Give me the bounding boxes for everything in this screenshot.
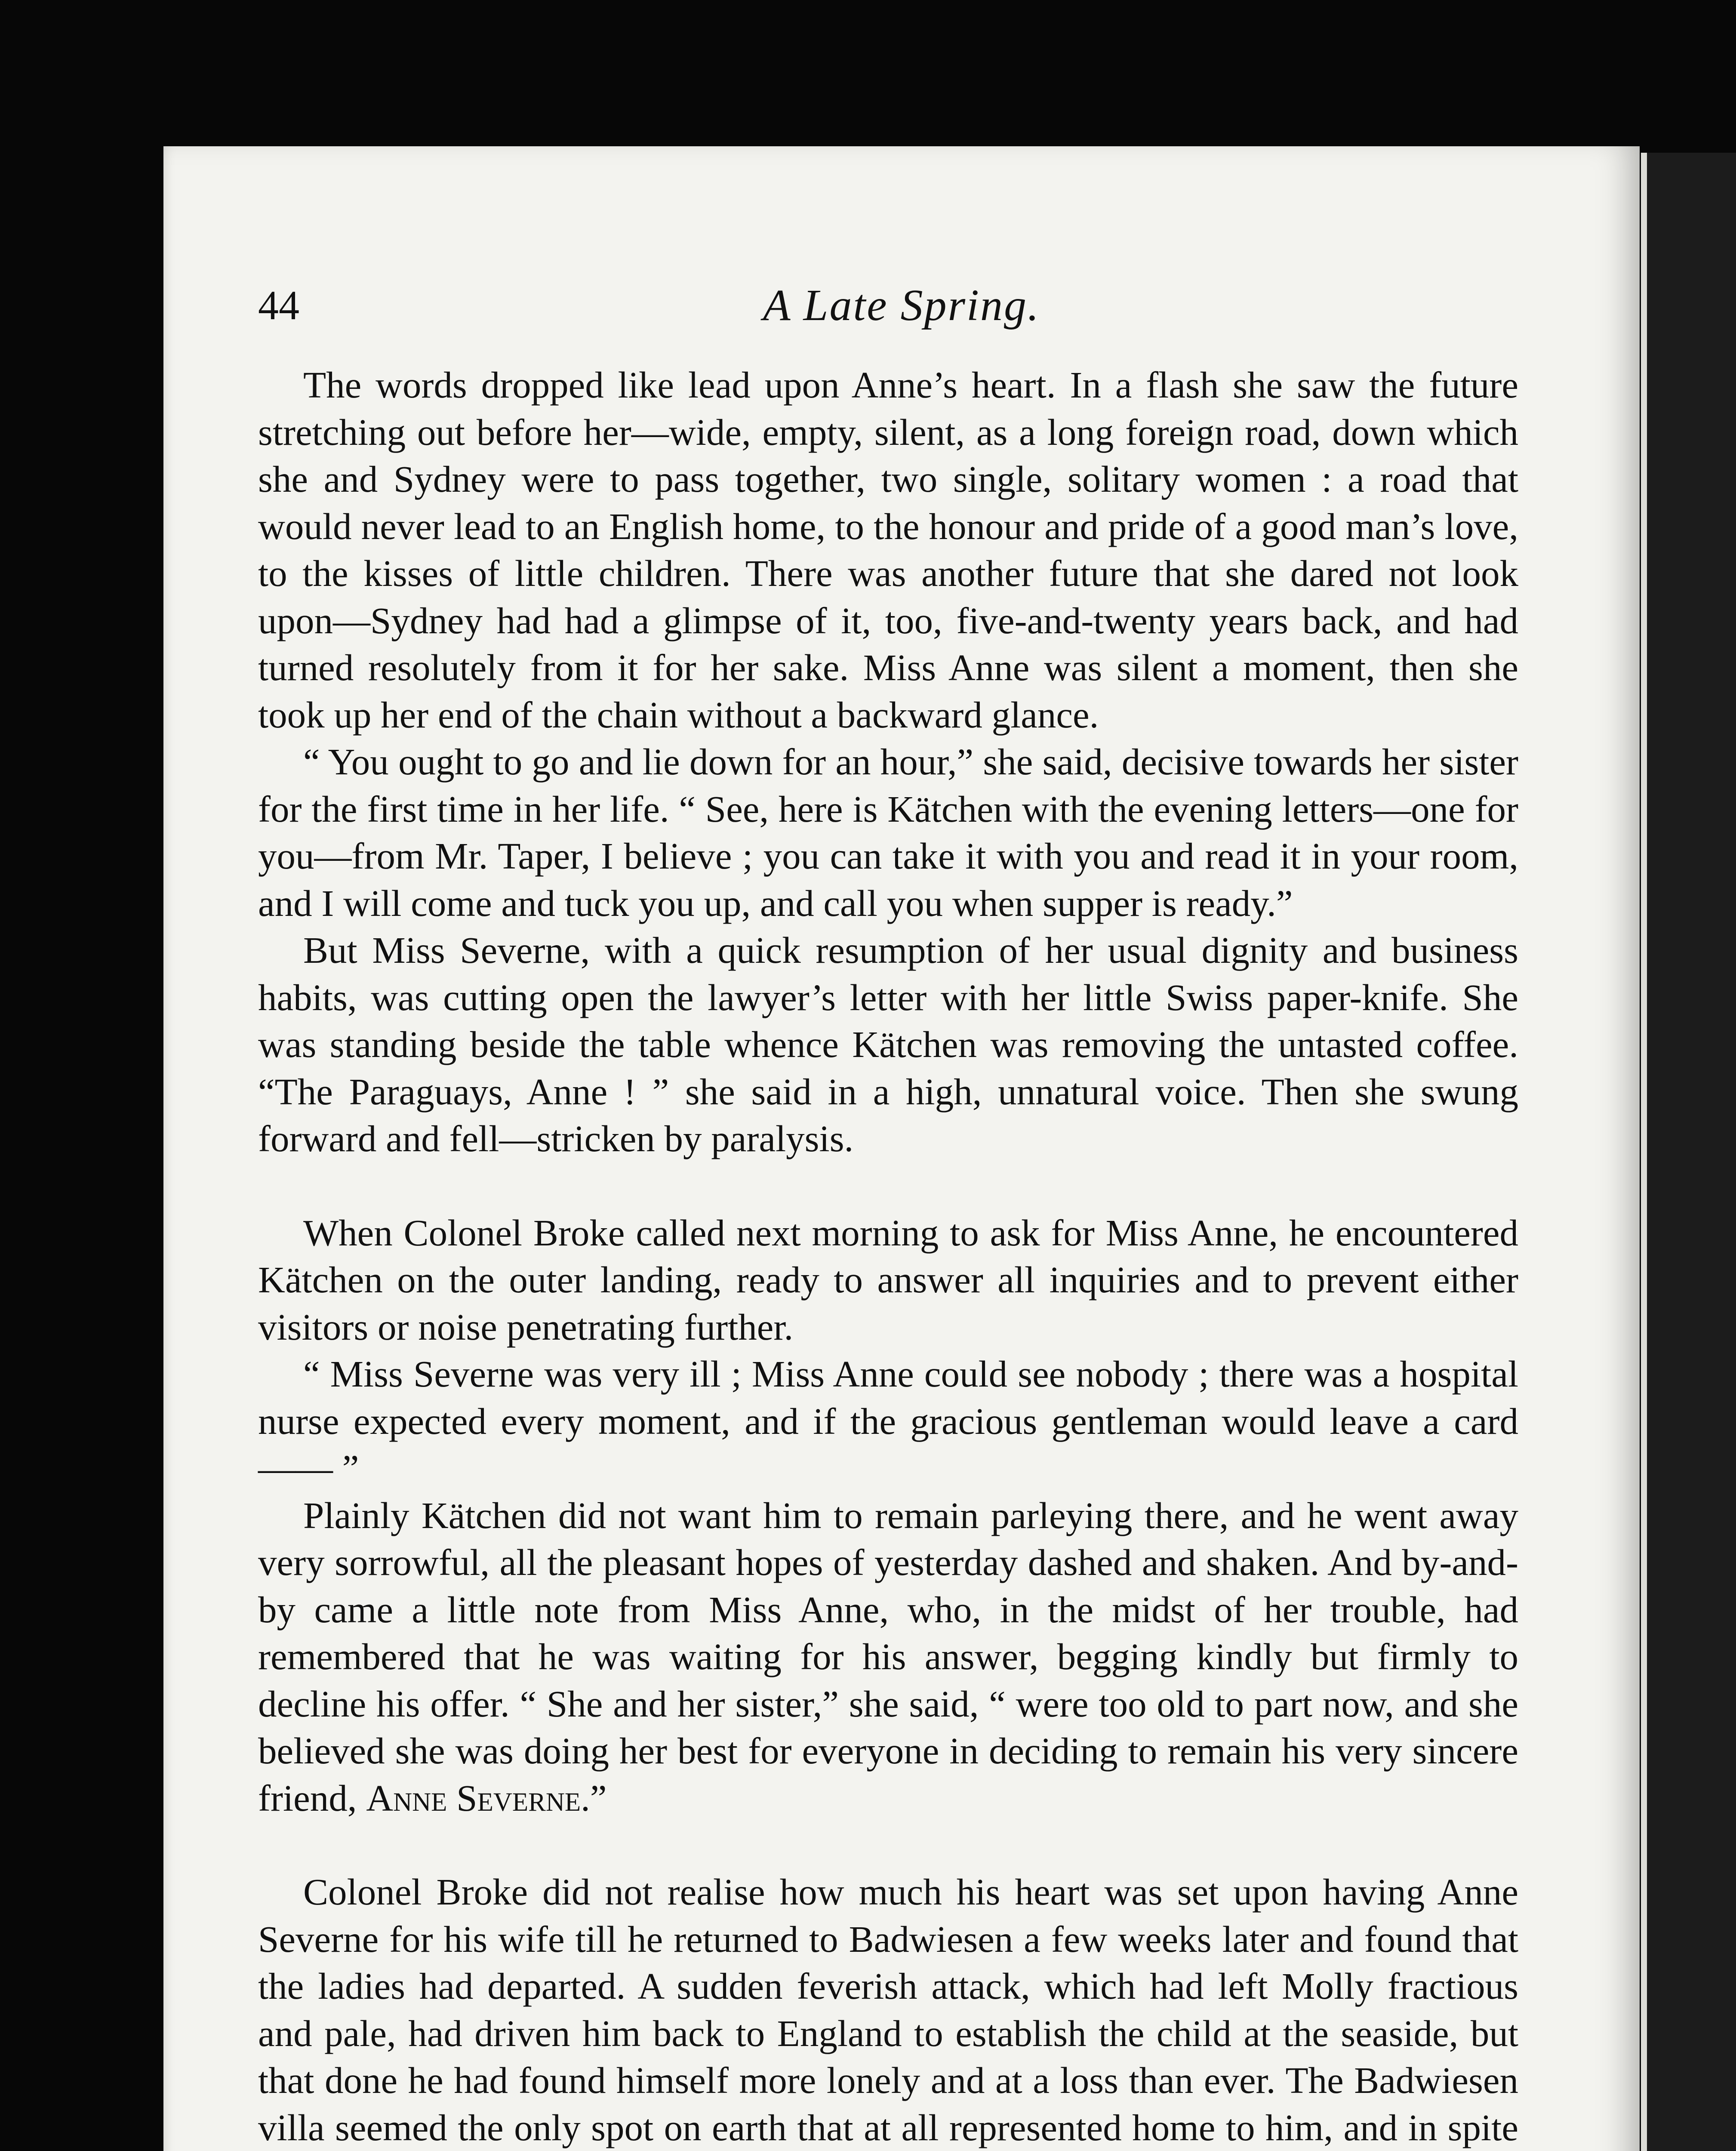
page-number: 44	[258, 282, 299, 328]
running-title: A Late Spring.	[763, 280, 1040, 330]
book-page	[163, 146, 1640, 2151]
paragraph: The words dropped like lead upon Anne’s heart. In a flash she saw the future stretching out before her—wide, empty, silent, as a long foreign road, down which she and Sydney were to pass together, two single, solitary women : a road that would never lead to an English home, to the honour and pride of a good man’s love, to the kisses of little children. There was another future that she dared not look upon—Sydney had had a glimpse of it, too, five-and-twenty years back, and had turned resolutely from it for her sake. Miss Anne was silent a moment, then she took up her end of the chain without a backward glance.	[258, 364, 1518, 736]
body-text	[258, 361, 1518, 2151]
paragraph: When Colonel Broke called next morning to ask for Miss Anne, he encountered Kätchen on the outer landing, ready to answer all inquiries and to prevent either visitors or noise penetrating further.	[258, 1211, 1518, 1348]
paragraph-text: Plainly Kätchen did not want him to remain parleying there, and he went away very sorrowful, all the pleasant hopes of yesterday dashed and shaken. And by-and-by came a little note from Miss Anne, who, in the midst of her trouble, had remembered that he was waiting for his answer, begging kindly but firmly to decline his offer. “ She and her sister,” she said, “ were too old to part now, and she believed she was doing her best for everyone in deciding to remain his very sincere friend,	[258, 1494, 1518, 1819]
paragraph: “ You ought to go and lie down for an hour,” she said, decisive towards her sister for the first time in her life. “ See, here is Kätchen with the evening letters—one for you—from Mr. Taper, I believe ; you can take it with you and read it in your room, and I will come and tuck you up, and call you when supper is ready.”	[258, 741, 1518, 924]
running-head	[163, 275, 1640, 336]
paragraph: “ Miss Severne was very ill ; Miss Anne could see nobody ; there was a hospital nurse expected every moment, and if the gracious gentleman would leave a card —— ”	[258, 1353, 1518, 1489]
facing-page-edge	[1641, 153, 1736, 2151]
paragraph-with-signature	[258, 1492, 1518, 1822]
paragraph: Colonel Broke did not realise how much his heart was set upon having Anne Severne for his wife till he returned to Badwiesen a few weeks later and found that the ladies had departed. A sudden feverish attack, which had left Molly fractious and pale, had driven him back to England to establish the child at the seaside, but that done he had found himself more lonely and at a loss than ever. The Badwiesen villa seemed the only spot on earth that at all represented home to him, and in spite	[258, 1871, 1518, 2148]
signature-closing: .”	[581, 1777, 607, 1819]
paragraph: But Miss Severne, with a quick resumption of her usual dignity and business habits, was cutting open the lawyer’s letter with her little Swiss paper-knife. She was standing beside the table whence Kätchen was removing the untasted coffee. “The Paraguays, Anne ! ” she said in a high, unnatural voice. Then she swung forward and fell—stricken by paralysis.	[258, 929, 1518, 1159]
signature: Anne Severne	[366, 1777, 581, 1819]
